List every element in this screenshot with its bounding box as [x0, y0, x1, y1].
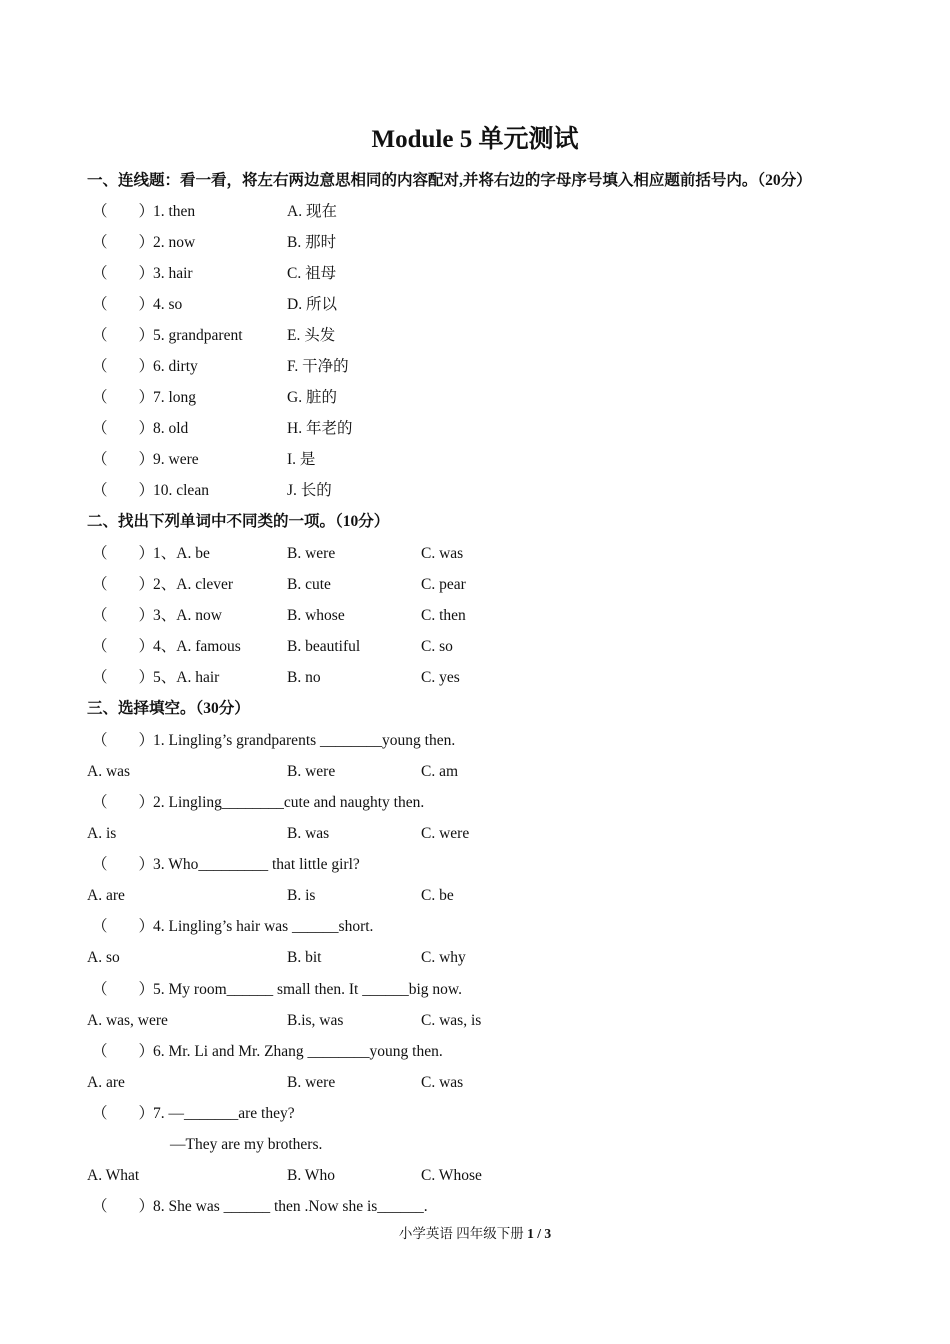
matching-row — [0, 232, 950, 254]
option-a: 1、A. be — [153, 545, 210, 562]
answer-blank[interactable]: （ ） — [92, 607, 155, 624]
question-text: 7. —_______are they? — [153, 1105, 295, 1122]
option-b: B. whose — [287, 607, 345, 624]
option-c: C. be — [421, 887, 454, 904]
matching-right: D. 所以 — [287, 296, 337, 313]
answer-blank[interactable]: （ ） — [92, 545, 155, 562]
option-a: A. are — [87, 887, 125, 904]
answer-blank[interactable]: （ ） — [92, 234, 155, 251]
option-b: B. was — [287, 825, 330, 842]
question-text: 2. Lingling________cute and naughty then. — [153, 794, 425, 811]
odd-one-out-row — [0, 667, 950, 689]
section-2-heading: 二、找出下列单词中不同类的一项。（10分） — [87, 513, 390, 530]
options-row — [0, 761, 950, 783]
matching-left: 6. dirty — [153, 358, 198, 375]
question-text: 8. She was ______ then .Now she is______. — [153, 1198, 428, 1215]
answer-blank[interactable]: （ ） — [92, 576, 155, 593]
option-a: 4、A. famous — [153, 638, 241, 655]
matching-right: E. 头发 — [287, 327, 336, 344]
answer-blank[interactable]: （ ） — [92, 203, 155, 220]
options-row — [0, 1072, 950, 1094]
option-a: 5、A. hair — [153, 669, 220, 686]
matching-left: 4. so — [153, 296, 183, 313]
footer-text: 小学英语 四年级下册 — [398, 1226, 528, 1241]
option-c: C. was — [421, 545, 464, 562]
option-b: B.is, was — [287, 1012, 344, 1029]
option-a: A. was — [87, 763, 131, 780]
odd-one-out-row — [0, 636, 950, 658]
question-row — [0, 1103, 950, 1125]
matching-right: I. 是 — [287, 451, 316, 468]
option-a: A. are — [87, 1074, 125, 1091]
matching-left: 7. long — [153, 389, 197, 406]
option-c: C. was — [421, 1074, 464, 1091]
answer-blank[interactable]: （ ） — [92, 732, 155, 749]
matching-left: 10. clean — [153, 482, 209, 499]
options-row — [0, 885, 950, 907]
page-footer — [0, 1224, 950, 1244]
option-b: B. cute — [287, 576, 331, 593]
answer-blank[interactable]: （ ） — [92, 482, 155, 499]
option-a: A. What — [87, 1167, 140, 1184]
question-row — [0, 854, 950, 876]
option-b: B. no — [287, 669, 321, 686]
matching-row — [0, 356, 950, 378]
option-a: A. is — [87, 825, 117, 842]
option-b: B. Who — [287, 1167, 335, 1184]
answer-blank[interactable]: （ ） — [92, 451, 155, 468]
answer-blank[interactable]: （ ） — [92, 265, 155, 282]
odd-one-out-row — [0, 605, 950, 627]
matching-right: B. 那时 — [287, 234, 337, 251]
page-title: Module 5 单元测试 — [371, 126, 579, 153]
options-row — [0, 823, 950, 845]
option-a: 3、A. now — [153, 607, 222, 624]
matching-row — [0, 387, 950, 409]
answer-blank[interactable]: （ ） — [92, 1043, 155, 1060]
matching-right: G. 脏的 — [287, 389, 337, 406]
option-a: A. so — [87, 949, 120, 966]
matching-row — [0, 263, 950, 285]
option-c: C. were — [421, 825, 470, 842]
answer-blank[interactable]: （ ） — [92, 420, 155, 437]
question-row — [0, 916, 950, 938]
question-row — [0, 979, 950, 1001]
odd-one-out-row — [0, 574, 950, 596]
answer-blank[interactable]: （ ） — [92, 1198, 155, 1215]
section-3-heading: 三、选择填空。（30分） — [87, 700, 250, 717]
question-text-line-2: —They are my brothers. — [170, 1136, 323, 1153]
answer-blank[interactable]: （ ） — [92, 669, 155, 686]
option-b: B. were — [287, 763, 336, 780]
question-text: 6. Mr. Li and Mr. Zhang ________young then. — [153, 1043, 443, 1060]
matching-right: A. 现在 — [287, 203, 337, 220]
answer-blank[interactable]: （ ） — [92, 638, 155, 655]
matching-right: C. 祖母 — [287, 265, 337, 282]
question-row — [0, 792, 950, 814]
option-c: C. yes — [421, 669, 460, 686]
question-row — [0, 730, 950, 752]
matching-right: J. 长的 — [287, 482, 332, 499]
answer-blank[interactable]: （ ） — [92, 389, 155, 406]
option-c: C. Whose — [421, 1167, 482, 1184]
answer-blank[interactable]: （ ） — [92, 296, 155, 313]
question-row — [0, 1196, 950, 1218]
section-1-heading: 一、连线题：看一看，将左右两边意思相同的内容配对,并将右边的字母序号填入相应题前括号内。（20分） — [87, 172, 812, 189]
matching-row — [0, 449, 950, 471]
option-c: C. pear — [421, 576, 466, 593]
question-text: 1. Lingling’s grandparents ________young then. — [153, 732, 456, 749]
matching-left: 2. now — [153, 234, 196, 251]
options-row — [0, 1165, 950, 1187]
option-b: B. bit — [287, 949, 322, 966]
option-c: C. then — [421, 607, 466, 624]
answer-blank[interactable]: （ ） — [92, 981, 155, 998]
answer-blank[interactable]: （ ） — [92, 856, 155, 873]
matching-row — [0, 201, 950, 223]
option-c: C. why — [421, 949, 466, 966]
question-text: 3. Who_________ that little girl? — [153, 856, 360, 873]
answer-blank[interactable]: （ ） — [92, 794, 155, 811]
matching-row — [0, 480, 950, 502]
matching-row — [0, 325, 950, 347]
matching-left: 5. grandparent — [153, 327, 243, 344]
options-row — [0, 947, 950, 969]
option-b: B. were — [287, 545, 336, 562]
matching-right: F. 干净的 — [287, 358, 349, 375]
option-b: B. beautiful — [287, 638, 361, 655]
option-a: 2、A. clever — [153, 576, 234, 593]
question-continuation — [0, 1134, 950, 1156]
question-row — [0, 1041, 950, 1063]
matching-right: H. 年老的 — [287, 420, 353, 437]
matching-row — [0, 294, 950, 316]
option-b: B. is — [287, 887, 316, 904]
answer-blank[interactable]: （ ） — [92, 358, 155, 375]
option-c: C. so — [421, 638, 453, 655]
matching-row — [0, 418, 950, 440]
answer-blank[interactable]: （ ） — [92, 918, 155, 935]
option-c: C. am — [421, 763, 459, 780]
option-b: B. were — [287, 1074, 336, 1091]
odd-one-out-row — [0, 543, 950, 565]
matching-left: 8. old — [153, 420, 189, 437]
matching-left: 1. then — [153, 203, 196, 220]
answer-blank[interactable]: （ ） — [92, 327, 155, 344]
matching-left: 3. hair — [153, 265, 193, 282]
question-text: 4. Lingling’s hair was ______short. — [153, 918, 374, 935]
answer-blank[interactable]: （ ） — [92, 1105, 155, 1122]
matching-left: 9. were — [153, 451, 199, 468]
options-row — [0, 1010, 950, 1032]
question-text: 5. My room______ small then. It ______big now. — [153, 981, 462, 998]
page-number: 1 / 3 — [527, 1226, 552, 1241]
option-c: C. was, is — [421, 1012, 482, 1029]
option-a: A. was, were — [87, 1012, 168, 1029]
